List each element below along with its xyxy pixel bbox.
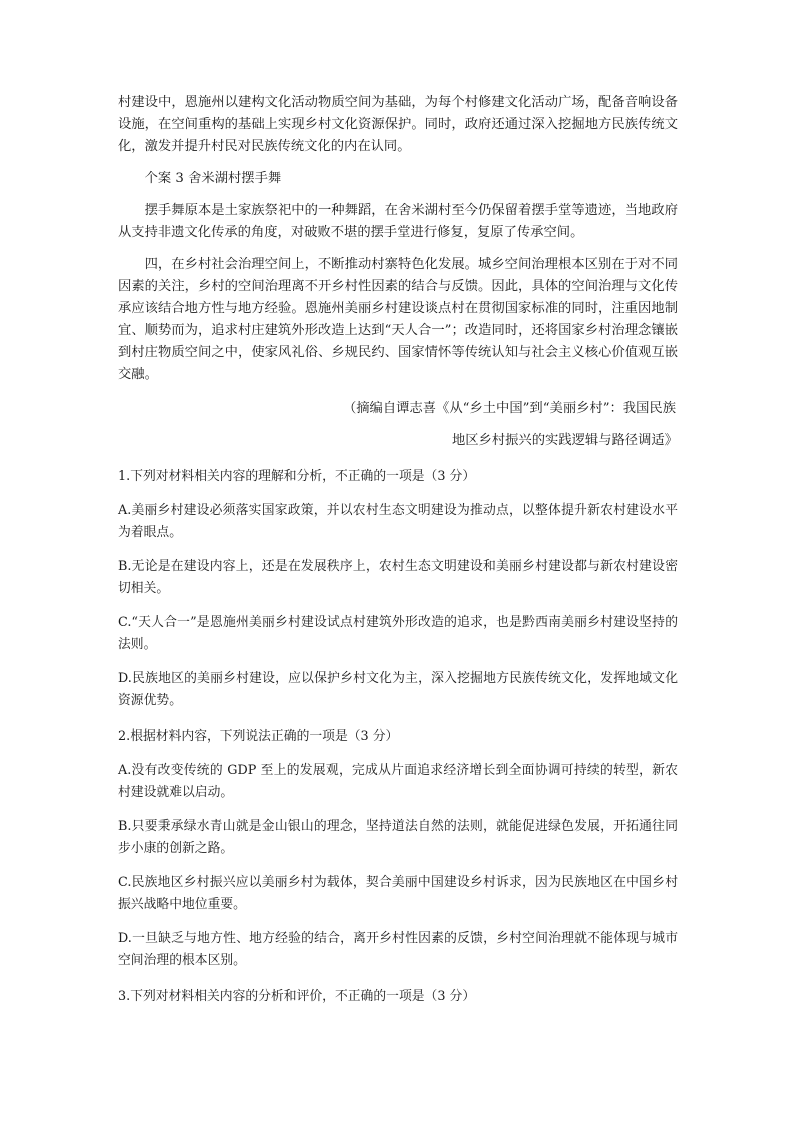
source-citation-line-2: 地区乡村振兴的实践逻辑与路径调适》 [451, 433, 678, 448]
question-2-option-a: A.没有改变传统的 GDP 至上的发展观，完成从片面追求经济增长到全面协调可持续的转型，新农村建设就难以启动。 [118, 763, 678, 800]
question-2-option-c: C.民族地区乡村振兴应以美丽乡村为载体，契合美丽中国建设乡村诉求，因为民族地区在中国乡村振兴战略中地位重要。 [118, 875, 678, 912]
question-1-option-b: B.无论是在建设内容上，还是在发展秩序上，农村生态文明建设和美丽乡村建设都与新农村建设密切相关。 [118, 559, 678, 596]
question-1-stem: 1.下列对材料相关内容的理解和分析，不正确的一项是（3 分） [118, 469, 476, 484]
question-2-option-d: D.一旦缺乏与地方性、地方经验的结合，离开乡村性因素的反馈，乡村空间治理就不能体现与城市空间治理的根本区别。 [118, 931, 678, 968]
passage-paragraph-continued: 村建设中，恩施州以建构文化活动物质空间为基础，为每个村修建文化活动广场，配备音响设备设施，在空间重构的基础上实现乡村文化资源保护。同时，政府还通过深入挖掘地方民族传统文化，激发并提升村民对民族传统文化的内在认同。 [118, 95, 678, 154]
case-3-title: 个案 3 舍米湖村摆手舞 [144, 171, 282, 186]
question-2-stem: 2.根据材料内容，下列说法正确的一项是（3 分） [118, 729, 399, 744]
point-4-paragraph: 四，在乡村社会治理空间上，不断推动村寨特色化发展。城乡空间治理根本区别在于对不同因素的关注，乡村的空间治理离不开乡村性因素的结合与反馈。因此，具体的空间治理与文化传承应该结合地方性与地方经验。恩施州美丽乡村建设谈点村在贯彻国家标准的同时，注重因地制宜、顺势而为，追求村庄建筑外形改造上达到“天人合一”；改造同时，还将国家乡村治理念镶嵌到村庄物质空间之中，使家风礼俗、乡规民约、国家情怀等传统认知与社会主义核心价值观互嵌交融。 [118, 257, 678, 382]
question-2-option-b: B.只要秉承绿水青山就是金山银山的理念，坚持道法自然的法则，就能促进绿色发展，开拓通往同步小康的创新之路。 [118, 819, 678, 856]
question-1-option-d: D.民族地区的美丽乡村建设，应以保护乡村文化为主，深入挖掘地方民族传统文化，发挥地域文化资源优势。 [118, 671, 678, 708]
case-3-body: 摆手舞原本是土家族祭祀中的一种舞蹈，在舍米湖村至今仍保留着摆手堂等遗迹，当地政府从支持非遗文化传承的角度，对破败不堪的摆手堂进行修复，复原了传承空间。 [118, 203, 678, 240]
question-1-option-a: A.美丽乡村建设必须落实国家政策，并以农村生态文明建设为推动点，以整体提升新农村建设水平为着眼点。 [118, 503, 678, 540]
question-3-stem: 3.下列对材料相关内容的分析和评价，不正确的一项是（3 分） [118, 989, 476, 1004]
question-1-option-c: C.“天人合一”是恩施州美丽乡村建设试点村建筑外形改造的追求，也是黔西南美丽乡村建设坚持的法则。 [118, 615, 678, 652]
source-citation-line-1: （摘编自谭志喜《从“乡土中国”到“美丽乡村”：我国民族 [342, 401, 676, 416]
document-page [118, 92, 678, 1008]
